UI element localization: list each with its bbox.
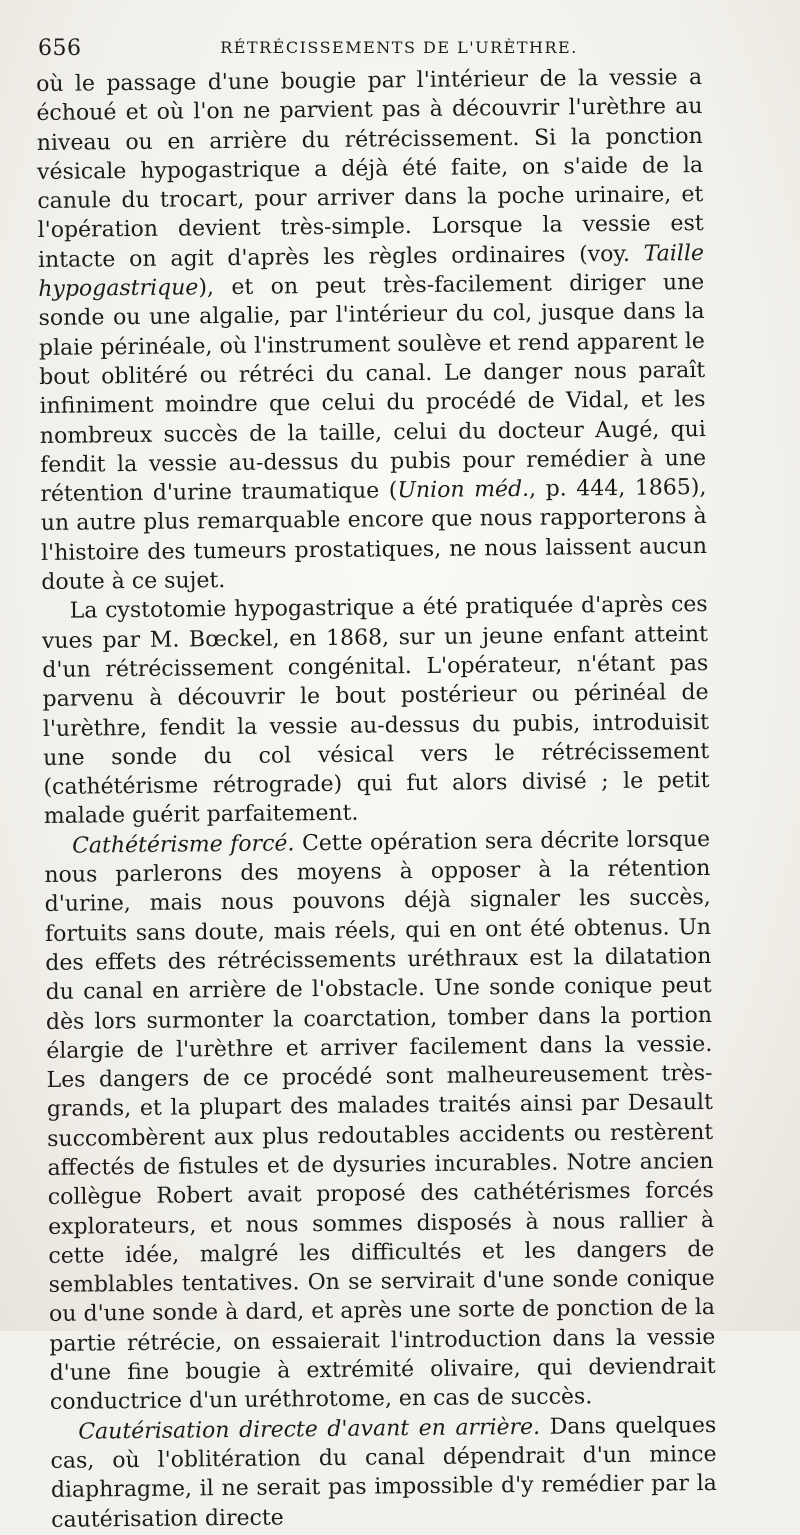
paragraph-1 [36, 63, 707, 597]
paragraph-3 [44, 825, 716, 1418]
paragraph-4-lead: Cautérisation directe d'avant en arrière. [78, 1414, 541, 1445]
paragraph-4-text: Dans quelques cas, où l'oblitération du canal dépendrait d'un mince diaphragme, il ne serait pas impossible d'y remédier par la cautérisation directe [50, 1412, 717, 1533]
paragraph-1-text-c: , p. 444, 1865), un autre plus remarquable encore que nous rapporterons à l'histoire des tumeurs prostatiques, ne nous laissent aucun doute à ce sujet. [40, 475, 708, 596]
paragraph-1-text-a: où le passage d'une bougie par l'intérieur de la vessie a échoué et où l'on ne parvient pas à découvrir l'urèthre au niveau ou en arrière du rétrécissement. Si la ponction vésicale hypogastrique a déjà été faite, on s'aide de la canule du trocart, pour arriver dans la poche urinaire, et l'opération devient très-simple. Lorsque la vessie est intacte on agit d'après les règles ordinaires (voy. [36, 65, 704, 273]
paragraph-2 [42, 590, 710, 831]
page-header [38, 34, 760, 64]
paragraph-1-italic-taille: Taille hypogastrique [38, 240, 705, 303]
page-number: 656 [38, 36, 82, 61]
paragraph-4 [50, 1411, 717, 1535]
body-text [36, 63, 717, 1535]
paragraph-1-text-b: ), et on peut très-facilement diriger une sonde ou une algalie, par l'intérieur du col, jusque dans la plaie périnéale, où l'instrument soulève et rend apparent le bout oblitéré ou rétréci du canal. Le danger nous paraît infiniment moindre que celui du procédé de Vidal, et les nombreux succès de la taille, celui du docteur Augé, qui fendit la vessie au-dessus du pubis pour remédier à une rétention d'urine traumatique ( [38, 270, 707, 508]
paragraph-1-italic-union: Union méd. [397, 477, 530, 504]
paragraph-2-text: La cystotomie hypogastrique a été pratiquée d'après ces vues par M. Bœckel, en 1868, sur un jeune enfant atteint d'un rétrécissement congénital. L'opérateur, n'étant pas parvenu à découvrir le bout postérieur ou périnéal de l'urèthre, fendit la vessie au-dessus du pubis, introduisit une sonde du col vésical vers le rétrécissement (cathétérisme rétrograde) qui fut alors divisé ; le petit malade guérit parfaitement. [41, 592, 710, 830]
paragraph-3-text: Cette opération sera décrite lorsque nous parlerons des moyens à opposer à la rétention d'urine, mais nous pouvons déjà signaler les succès, fortuits sans doute, mais réels, qui en ont été obtenus. Un des effets des rétrécissements uréthraux est la dilatation du canal en arrière de l'obstacle. Une sonde conique peut dès lors surmonter la coarctation, tomber dans la portion élargie de l'urèthre et arriver facilement dans la vessie. Les dangers de ce procédé sont malheureusement très-grands, et la plupart des malades traités ainsi par Desault succombèrent aux plus redoutables accidents ou restèrent affectés de fistules et de dysuries incurables. Notre ancien collègue Robert avait proposé des cathétérismes forcés explorateurs, et nous sommes disposés à nous rallier à cette idée, malgré les difficultés et les dangers de semblables tentatives. On se servirait d'une sonde conique ou d'une sonde à dard, et après une sorte de ponction de la partie rétrécie, on essaierait l'introduction dans la vessie d'une fine bougie à extrémité olivaire, qui deviendrait conductrice d'un uréthrotome, en cas de succès. [44, 826, 716, 1416]
paragraph-3-lead: Cathétérisme forcé. [71, 831, 295, 859]
running-title: RÉTRÉCISSEMENTS DE L'URÈTHRE. [220, 38, 578, 57]
